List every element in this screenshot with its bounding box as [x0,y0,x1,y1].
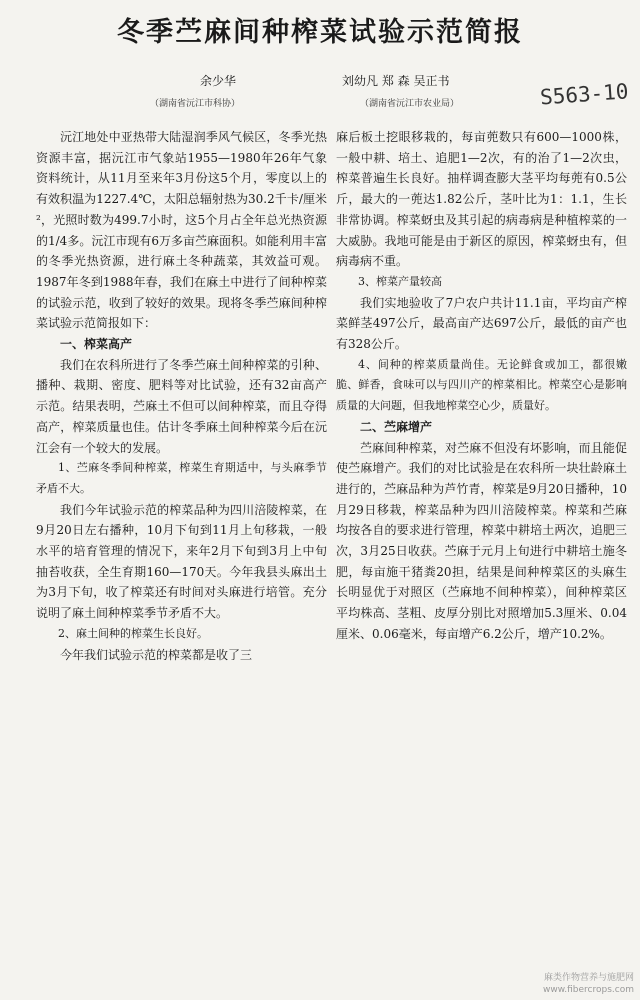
watermark-line2: www.fibercrops.com [543,985,634,995]
paragraph: 麻后板土挖眼移栽的，每亩蔸数只有600—1000株，一般中耕、培土、追肥1—2次，有的治了1—2次虫，榨菜普遍生长良好。抽样调查膨大茎平均每蔸有0.5公斤，最大的一蔸达1.82公斤，茎叶比为1：1.1，生长非常协调。榨菜蚜虫及其引起的病毒病是种植榨菜的一大威胁。我地可能是由于新区的原因，榨菜蚜虫有，但病毒病不重。 [336,130,627,269]
paragraph: 我们实地验收了7户农户共计11.1亩，平均亩产榨菜鲜茎497公斤，最高亩产达697公斤，最低的亩产也有328公斤。 [336,295,627,352]
watermark [543,972,634,996]
paragraph: 我们今年试验示范的榨菜品种为四川涪陵榨菜，在9月20日左右播种，10月下旬到11月上旬移栽，一般水平的培育管理的情况下，来年2月下旬到3月上中旬抽苔收获，全生育期160—170天。今年我县头麻出土为3月下旬，收了榨菜还有时间对头麻进行培管。充分说明了麻土间种榨菜季节矛盾不大。 [36,502,327,621]
paragraph: 今年我们试验示范的榨菜都是收了三 [60,647,253,662]
left-column [36,127,327,665]
section-heading: 一、榨菜高产 [60,337,133,352]
paragraph: 沅江地处中亚热带大陆湿润季风气候区，冬季光热资源丰富，据沅江市气象站1955—1980年26年气象资料统计，从11月至来年3月份这5个月，零度以上的有效积温为1227.4℃，太阳总辐射热为30.2千卡/厘米²，光照时数为499.7小时，这5个月占全年总光热资源的1/4多。沅江市现有6万多亩苎麻面积。如能利用丰富的冬季光热资源，进行麻土冬种蔬菜，其效益可观。1987年冬到1988年春，我们在麻土中进行了间种榨菜的试验示范，收到了较好的效果。现将冬季苎麻间种榨菜试验示范简报如下： [36,130,327,331]
paragraph: 苎麻间种榨菜，对苎麻不但没有坏影响，而且能促使苎麻增产。我们的对比试验是在农科所一块壮龄麻土进行的，苎麻品种为芦竹青，榨菜是9月20日播种，10月29日移栽，榨菜品种为四川涪陵榨菜。榨菜和苎麻均按各自的要求进行管理，榨菜中耕培土两次，追肥三次，3月25日收获。苎麻于元月上旬进行中耕培土施冬肥，每亩施干猪粪20担，结果是间种榨菜区的头麻生长明显优于对照区（苎麻地不间种榨菜），间种榨菜区平均株高、茎粗、皮厚分别比对照增加5.3厘米、0.04厘米、0.06毫米，每亩增产6.2公斤，增产10.2%。 [336,440,627,641]
paragraph: 4、间种的榨菜质量尚佳。无论鲜食或加工，都很嫩脆、鲜香，食味可以与四川产的榨菜相比。榨菜空心是影响质量的大问题，但我地榨菜空心少，质量好。 [336,357,627,413]
author-left: 余少华 [200,74,237,88]
affiliation-left: （湖南省沅江市科协） [150,99,241,109]
right-column [336,127,627,645]
section-heading: 二、苎麻增产 [360,419,433,434]
handwritten-code: S563-10 [539,79,630,110]
page-title: 冬季苎麻间种榨菜试验示范简报 [117,17,523,48]
paragraph: 2、麻土间种的榨菜生长良好。 [58,626,208,640]
watermark-line1: 麻类作物营养与施肥网 [543,973,634,983]
affiliation-right: （湖南省沅江市农业局） [360,99,460,109]
paragraph: 我们在农科所进行了冬季苎麻土间种榨菜的引种、播种、栽期、密度、肥料等对比试验，还有32亩高产示范。结果表明，苎麻土不但可以间种榨菜，而且夺得高产，榨菜质量也佳。估计冬季麻土间种榨菜今后在沅江会有一个较大的发展。 [36,357,327,455]
author-right: 刘幼凡 郑 森 吴正书 [342,74,450,88]
paragraph: 3、榨菜产量较高 [358,274,442,288]
paragraph: 1、苎麻冬季间种榨菜，榨菜生育期适中，与头麻季节矛盾不大。 [36,461,327,495]
